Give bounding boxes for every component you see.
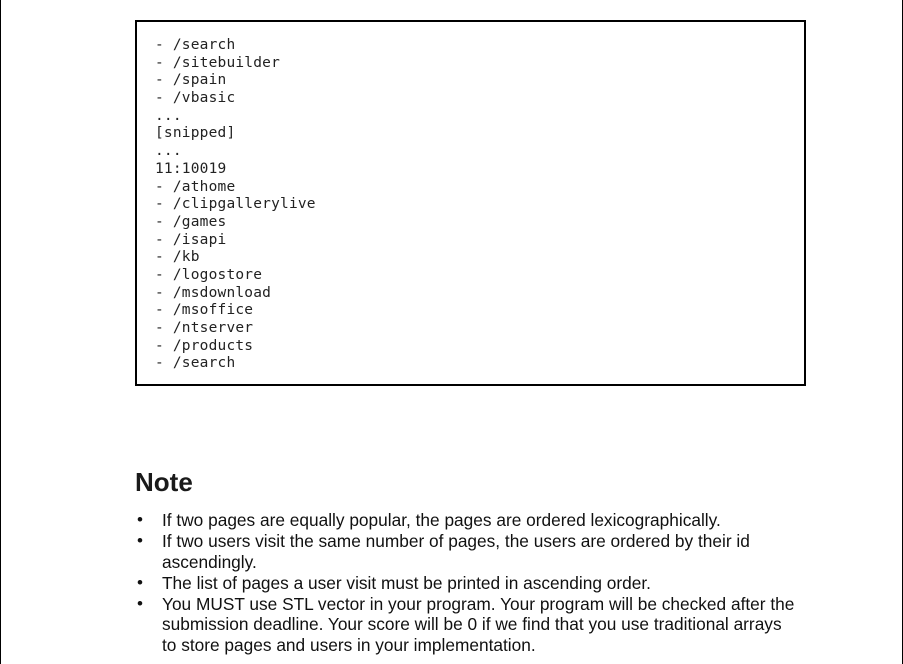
code-line: - /vbasic bbox=[155, 90, 236, 107]
note-item bbox=[135, 510, 795, 530]
code-line: - /sitebuilder bbox=[155, 54, 281, 71]
code-line: [snipped] bbox=[155, 125, 236, 142]
code-line: - /search bbox=[155, 355, 236, 372]
code-line: - /products bbox=[155, 337, 254, 354]
note-item-text: If two pages are equally popular, the pages are ordered lexicographically. bbox=[162, 510, 721, 530]
bullet-icon: • bbox=[137, 510, 143, 529]
bullet-icon: • bbox=[137, 594, 143, 614]
note-item bbox=[135, 594, 795, 655]
code-line: - /msoffice bbox=[155, 302, 254, 319]
code-line: - /athome bbox=[155, 178, 236, 195]
code-line: - /search bbox=[155, 37, 236, 53]
code-line: 11:10019 bbox=[155, 160, 227, 177]
note-item-text: The list of pages a user visit must be printed in ascending order. bbox=[162, 572, 651, 593]
code-line: - /kb bbox=[155, 249, 200, 266]
code-line: - /games bbox=[155, 213, 227, 230]
note-list bbox=[135, 510, 795, 656]
code-output-box bbox=[135, 20, 806, 386]
code-line: - /msdownload bbox=[155, 284, 272, 301]
bullet-icon: • bbox=[137, 531, 143, 551]
code-line: - /ntserver bbox=[155, 320, 254, 336]
bullet-icon: • bbox=[137, 572, 143, 592]
code-line: - /clipgallerylive bbox=[155, 196, 316, 213]
note-item-text: You MUST use STL vector in your program. Your program will be checked after the submission deadline. Your score will be 0 if we find that you use traditional arrays to store pages and users in your implementation. bbox=[162, 594, 795, 655]
code-line: - /spain bbox=[155, 72, 227, 89]
code-line: - /isapi bbox=[155, 231, 227, 248]
note-heading: Note bbox=[135, 467, 193, 497]
note-item-text: If two users visit the same number of pages, the users are ordered by their id ascendingly. bbox=[162, 531, 750, 572]
code-line: - /logostore bbox=[155, 266, 263, 283]
code-line: ... bbox=[155, 143, 182, 160]
note-item bbox=[135, 573, 795, 593]
note-item bbox=[135, 531, 795, 572]
code-line: ... bbox=[155, 107, 182, 124]
